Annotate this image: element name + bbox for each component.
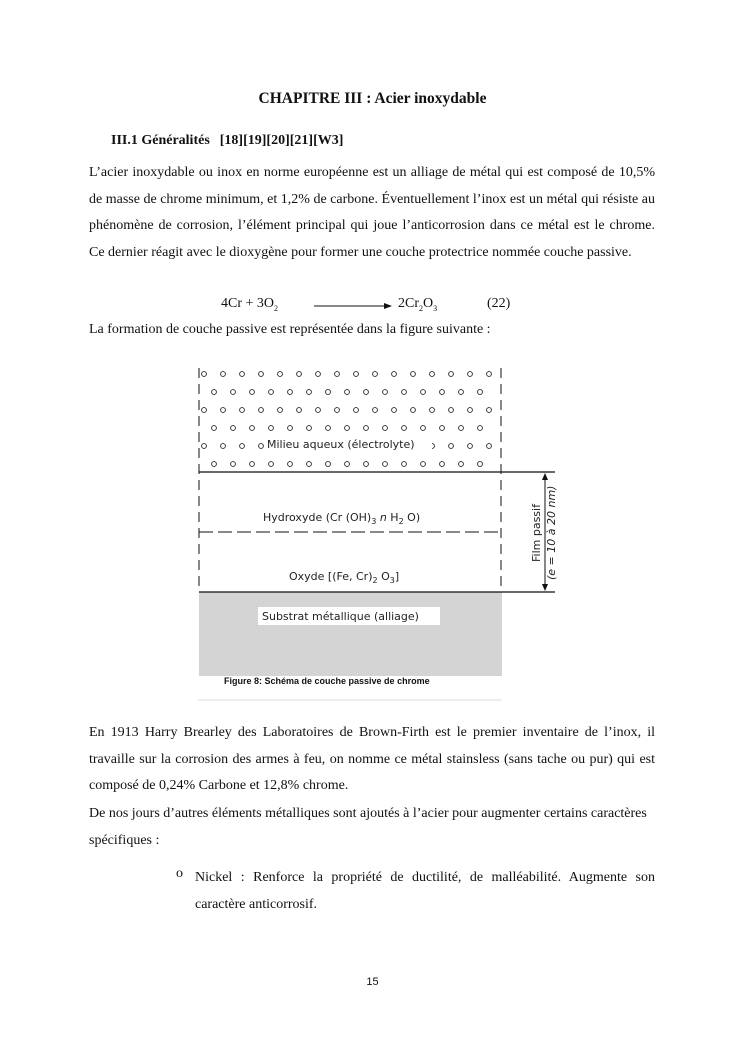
substrate-layer (199, 592, 502, 676)
figure-caption: Figure 8: Schéma de couche passive de chrome (224, 676, 430, 686)
label-substrate: Substrat métallique (alliage) (262, 610, 419, 623)
label-hydroxide: Hydroxyde (Cr $(OH)_3$ n $H_2$ O) (263, 511, 421, 526)
bullet-marker: o (176, 866, 183, 881)
label-film-thickness: (e = 10 à 20 nm) (545, 485, 558, 580)
figure-intro: La formation de couche passive est représentée dans la figure suivante : (89, 322, 491, 337)
bullet-nickel: Nickel : Renforce la propriété de ductilité, de malléabilité. Augmente son caractère anticorrosif. (195, 870, 655, 912)
section-refs: [18][19][20][21][W3] (219, 133, 344, 148)
equation-number: (22) (487, 296, 511, 311)
paragraph-elements: De nos jours d’autres éléments métalliques sont ajoutés à l’acier pour augmenter certains caractères spécifiques : (89, 806, 647, 848)
equation-left: $4Cr + 3O_2$ (221, 296, 279, 313)
section-heading (111, 133, 343, 149)
equation-right: $2Cr_2O_3$ (398, 296, 438, 313)
label-electrolyte: Milieu aqueux (électrolyte) (267, 438, 415, 451)
paragraph-intro: L’acier inoxydable ou inox en norme européenne est un alliage de métal qui est composé de 10,5% de masse de chrome minimum, et 1,2% de carbone. Éventuellement l’inox est un métal qui résiste au phénomène de corrosion, l’élément principal qui joue l’anticorrosion dans ce métal est le chrome. Ce dernier réagit avec le dioxygène pour former une couche protectrice nommée couche passive. (89, 165, 655, 260)
label-film-passif: Film passif (530, 504, 543, 562)
reaction-arrow-icon (312, 298, 394, 312)
paragraph-history: En 1913 Harry Brearley des Laboratoires de Brown-Firth est le premier inventaire de l’inox, il travaille sur la corrosion des armes à feu, on nomme ce métal stainsless (sans tache ou pur) qui est composé de 0,24% Carbone et 12,8% chrome. (89, 725, 655, 793)
page-number: 15 (366, 976, 379, 988)
passive-layer-figure (196, 362, 556, 702)
label-oxide: Oxyde [(Fe, $Cr)_2$ $O_3$] (289, 570, 400, 585)
chapter-title: CHAPITRE III : Acier inoxydable (258, 90, 487, 107)
section-title: III.1 Généralités (111, 133, 210, 148)
